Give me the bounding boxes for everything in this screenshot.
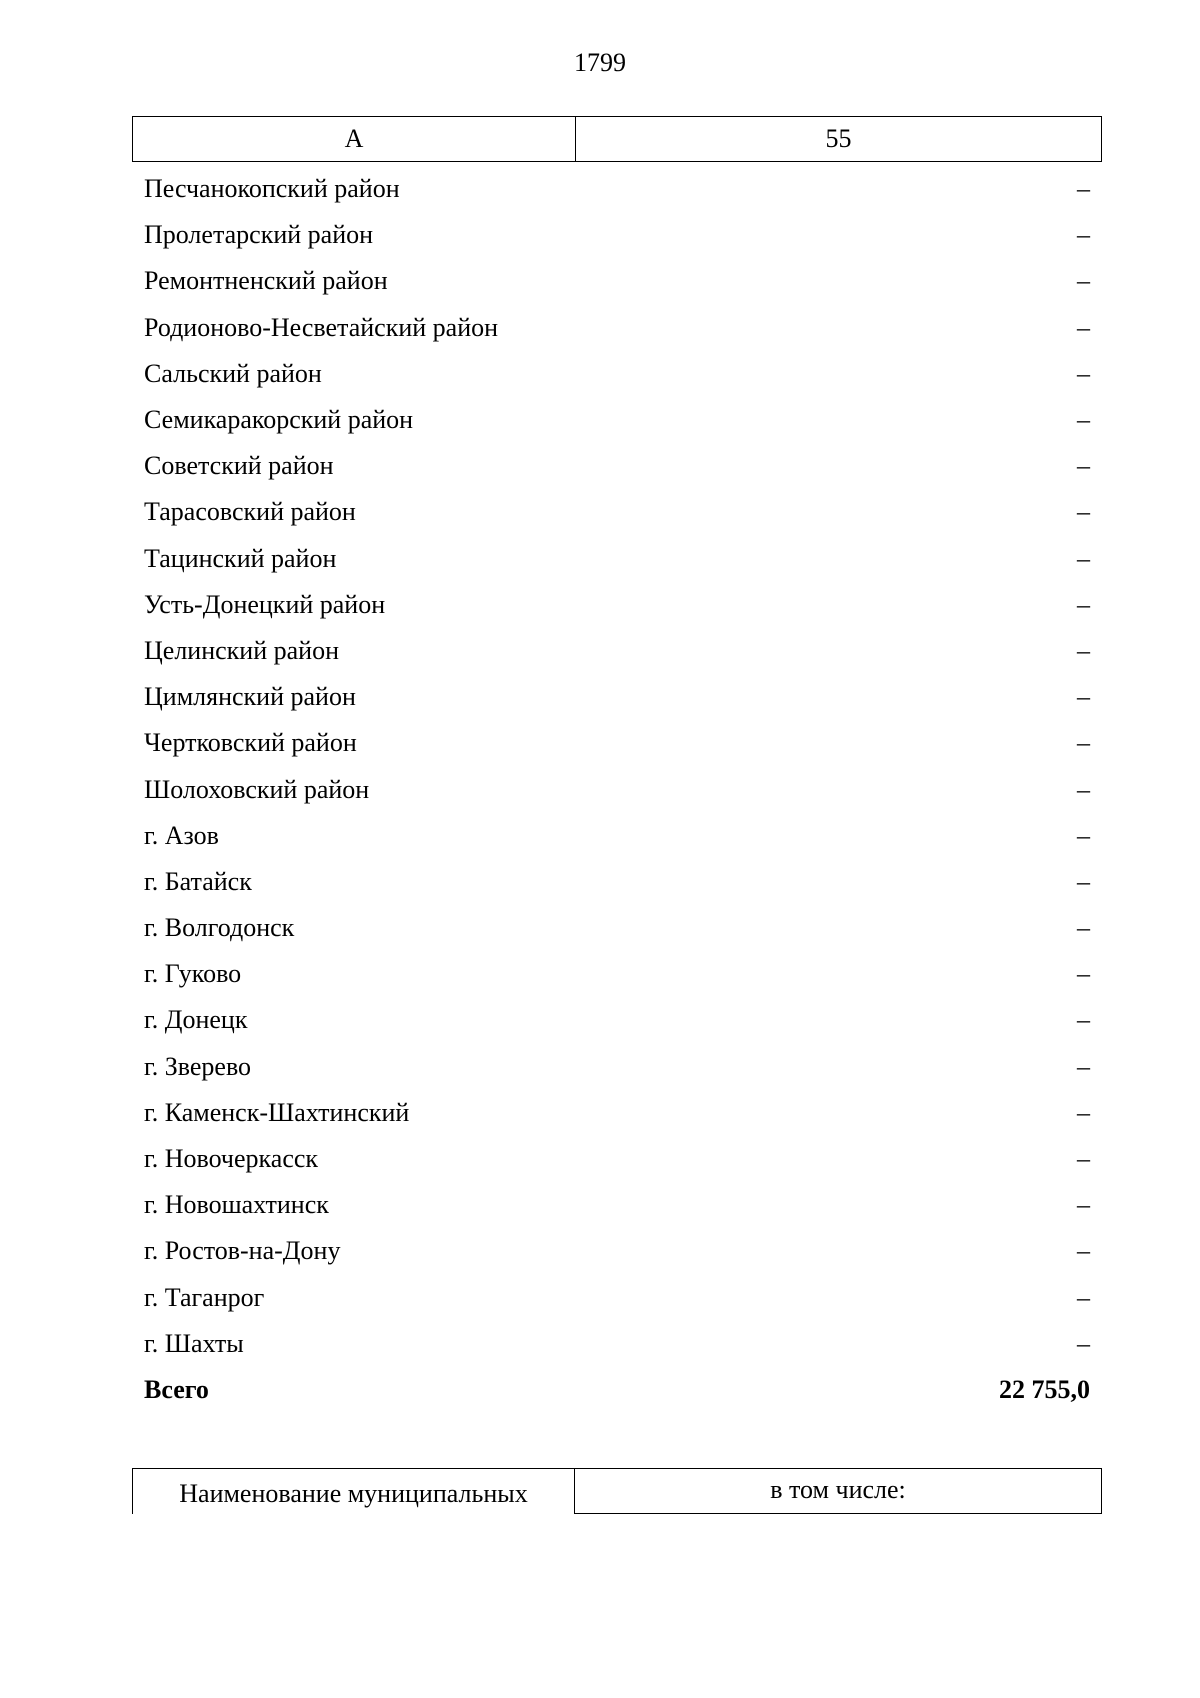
- municipality-name: г. Новошахтинск: [144, 1190, 329, 1220]
- municipality-name: Советский район: [144, 451, 334, 481]
- table-row: [132, 166, 1102, 212]
- municipality-name: Сальский район: [144, 358, 322, 388]
- table-row: [132, 489, 1102, 535]
- amount-value: –: [1077, 913, 1090, 943]
- table-row: [132, 951, 1102, 997]
- amount-value: –: [1077, 1144, 1090, 1174]
- municipality-name: Пролетарский район: [144, 220, 374, 250]
- amount-value: –: [1077, 589, 1090, 619]
- municipality-name: г. Волгодонск: [144, 913, 295, 943]
- municipality-name: Тарасовский район: [144, 497, 356, 527]
- amount-value: –: [1077, 1097, 1090, 1127]
- table-header: [132, 116, 1102, 162]
- table-row: [132, 628, 1102, 674]
- table-row: [132, 859, 1102, 905]
- municipality-name: Тацинский район: [144, 543, 337, 573]
- amount-value: –: [1077, 820, 1090, 850]
- municipality-name: г. Батайск: [144, 866, 252, 896]
- next-table-header: [132, 1468, 1102, 1514]
- table-row: [132, 1044, 1102, 1090]
- amount-value: –: [1077, 774, 1090, 804]
- table-row: [132, 997, 1102, 1043]
- table-row: [132, 674, 1102, 720]
- table-row: [132, 582, 1102, 628]
- table-row: [132, 305, 1102, 351]
- table-row: [132, 1182, 1102, 1228]
- municipality-name: г. Гуково: [144, 959, 242, 989]
- amount-value: –: [1077, 497, 1090, 527]
- total-row: [132, 1367, 1102, 1413]
- amount-value: –: [1077, 1282, 1090, 1312]
- amount-value: –: [1077, 220, 1090, 250]
- amount-value: –: [1077, 728, 1090, 758]
- amount-value: –: [1077, 451, 1090, 481]
- page-number: 1799: [574, 48, 626, 77]
- municipality-name: Цимлянский район: [144, 682, 356, 712]
- municipality-name: г. Донецк: [144, 1005, 248, 1035]
- total-label: Всего: [144, 1374, 209, 1404]
- municipality-name: Родионово-Несветайский район: [144, 312, 499, 342]
- amount-value: –: [1077, 312, 1090, 342]
- table-row: [132, 351, 1102, 397]
- amount-value: –: [1077, 959, 1090, 989]
- table-row: [132, 1090, 1102, 1136]
- amount-value: –: [1077, 1328, 1090, 1358]
- table-row: [132, 1275, 1102, 1321]
- municipality-name: г. Азов: [144, 820, 219, 850]
- next-header-including: в том числе:: [574, 1468, 1102, 1514]
- amount-value: –: [1077, 1005, 1090, 1035]
- municipality-name: г. Новочеркасск: [144, 1144, 319, 1174]
- header-column-55: 55: [825, 124, 852, 153]
- municipality-name: Песчанокопский район: [144, 174, 400, 204]
- table-row: [132, 1136, 1102, 1182]
- next-header-municipality: Наименование муниципальных: [132, 1468, 574, 1514]
- municipality-name: Чертковский район: [144, 728, 357, 758]
- table-body: [132, 166, 1102, 1413]
- municipality-name: г. Таганрог: [144, 1282, 265, 1312]
- table-row: [132, 766, 1102, 812]
- amount-value: –: [1077, 1051, 1090, 1081]
- amount-value: –: [1077, 266, 1090, 296]
- amount-value: –: [1077, 174, 1090, 204]
- municipality-name: Семикаракорский район: [144, 405, 414, 435]
- amount-value: –: [1077, 543, 1090, 573]
- table-row: [132, 813, 1102, 859]
- table-row: [132, 905, 1102, 951]
- total-value: 22 755,0: [999, 1374, 1090, 1404]
- amount-value: –: [1077, 635, 1090, 665]
- municipality-name: г. Зверево: [144, 1051, 252, 1081]
- municipality-name: Усть-Донецкий район: [144, 589, 386, 619]
- municipality-name: г. Шахты: [144, 1328, 244, 1358]
- amount-value: –: [1077, 358, 1090, 388]
- table-row: [132, 443, 1102, 489]
- municipality-name: г. Каменск-Шахтинский: [144, 1097, 410, 1127]
- table-row: [132, 1321, 1102, 1367]
- table-row: [132, 258, 1102, 304]
- header-column-a: А: [133, 117, 576, 161]
- amount-value: –: [1077, 682, 1090, 712]
- amount-value: –: [1077, 1236, 1090, 1266]
- amount-value: –: [1077, 405, 1090, 435]
- table-row: [132, 397, 1102, 443]
- table-row: [132, 720, 1102, 766]
- municipality-name: Целинский район: [144, 635, 339, 665]
- municipality-name: Ремонтненский район: [144, 266, 388, 296]
- table-row: [132, 212, 1102, 258]
- amount-value: –: [1077, 1190, 1090, 1220]
- table-row: [132, 1228, 1102, 1274]
- table-row: [132, 536, 1102, 582]
- municipality-name: г. Ростов-на-Дону: [144, 1236, 341, 1266]
- municipality-name: Шолоховский район: [144, 774, 370, 804]
- amount-value: –: [1077, 866, 1090, 896]
